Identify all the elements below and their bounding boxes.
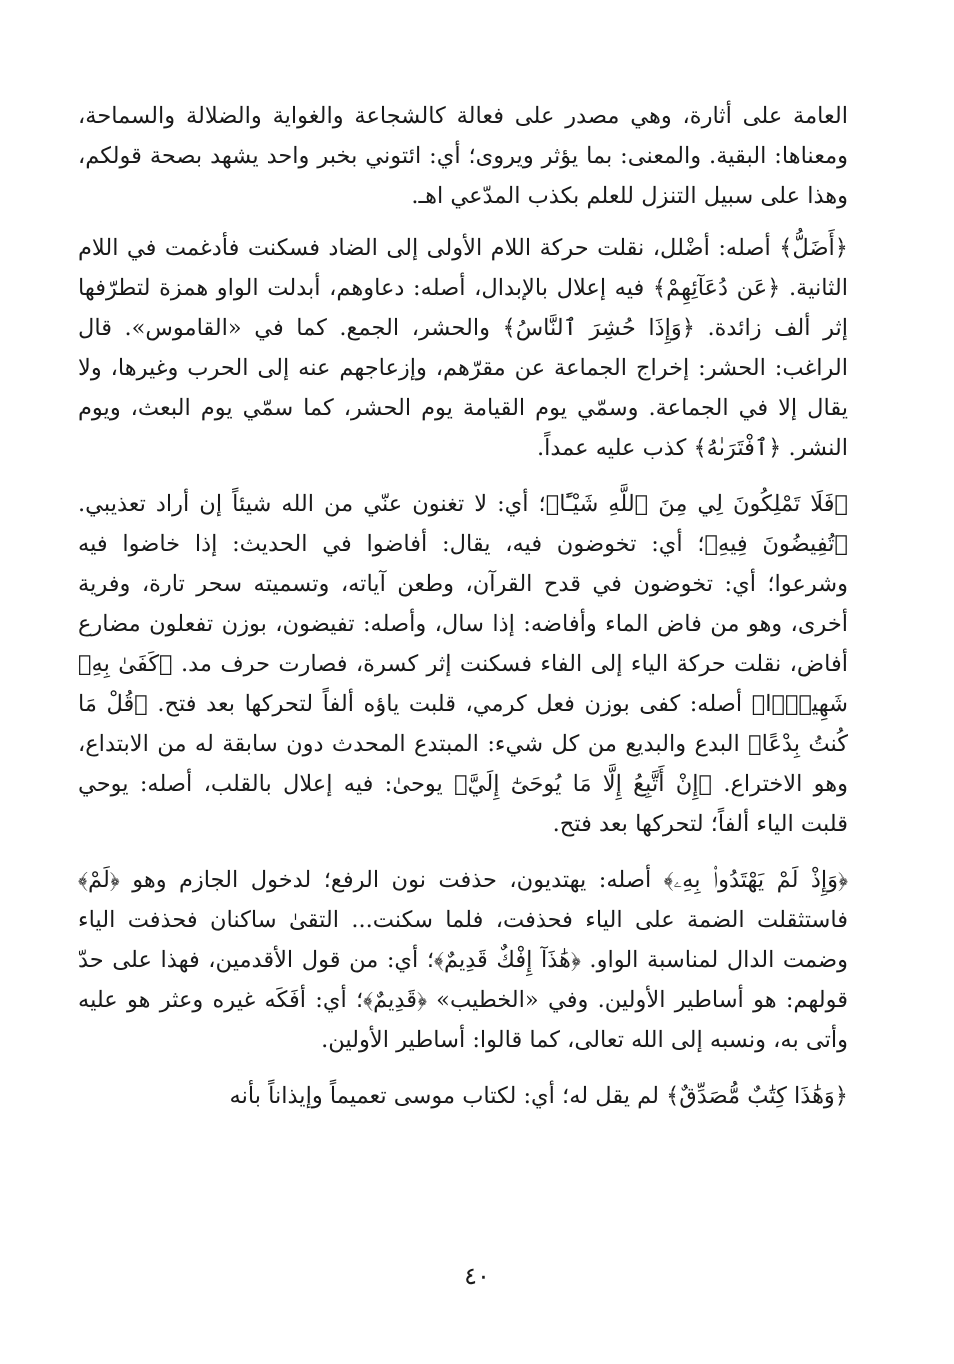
page-body (78, 96, 848, 1132)
paragraph-2: ﴿أَضَلُّ﴾ أصله: أضْلل، نقلت حركة اللام الأولى إلى الضاد فسكنت فأدغمت في اللام الثانية. ﴿عَن دُعَآئِهِمْ﴾ فيه إعلال بالإبدال، أصله: دعاوهم، أبدلت الواو همزة لتطرّفها إثر ألف زائدة. ﴿وَإِذَا حُشِرَ ٱلنَّاسُ﴾ والحشر، الجمع. كما في «القاموس». قال الراغب: الحشر: إخراج الجماعة عن مقرّهم، وإزعاجهم عنه إلى الحرب وغيرها، ولا يقال إلا في الجماعة. وسمّي يوم القيامة يوم الحشر، كما سمّي يوم البعث، ويوم النشر. ﴿ٱفْتَرَىٰهُ﴾ كذب عليه عمداً. (78, 235, 848, 461)
paragraph-1: العامة على أثارة، وهي مصدر على فعالة كالشجاعة والغواية والضلالة والسماحة، ومعناها: البقية. والمعنى: بما يؤثر ويروى؛ أي: ائتوني بخبر واحد يشهد بصحة قولكم، وهذا على سبيل التنزل للعلم بكذب المدّعي اهـ. (78, 103, 848, 209)
paragraph-4: ﴿وَإِذْ لَمْ يَهْتَدُوا۟ بِهِۦ﴾ أصله: يهتديون، حذفت نون الرفع؛ لدخول الجازم وهو ﴿لَمْ﴾ فاستثقلت الضمة على الياء فحذفت، فلما سكنت... التقىٰ ساكنان فحذفت الياء وضمت الدال لمناسبة الواو. ﴿هَٰذَآ إِفْكٌ قَدِيمٌ﴾؛ أي: من قول الأقدمين، فهذا على حدّ قولهم: هو أساطير الأولين. وفي «الخطيب» ﴿قَدِيمٌ﴾؛ أي: أفَكَه غيره وعثر هو عليه وأتى به، ونسبه إلى الله تعالى، كما قالوا: أساطير الأولين. (78, 867, 848, 1053)
paragraph-5: ﴿وَهَٰذَا كِتَٰبٌ مُّصَدِّقٌ﴾ لم يقل له؛ أي: لكتاب موسى تعميماً وإيذاناً بأنه (229, 1083, 848, 1109)
page-number: ٤٠ (464, 1262, 490, 1290)
paragraph-3: ﴿فَلَا تَمْلِكُونَ لِي مِنَ ٱللَّهِ شَيْـًٔا﴾؛ أي: لا تغنون عنّي من الله شيئاً إن أراد تعذيبي. ﴿تُفِيضُونَ فِيهِ﴾؛ أي: تخوضون فيه، يقال: أفاضوا في الحديث: إذا خاضوا فيه وشرعوا؛ أي: تخوضون في قدح القرآن، وطعن آياته، وتسميته سحر تارة، وفرية أخرى، وهو من فاض الماء وأفاضه: إذا سال، وأصله: تفيضون، بوزن تفعلون مضارع أفاض، نقلت حركة الياء إلى الفاء فسكنت إثر كسرة، فصارت حرف مد. ﴿كَفَىٰ بِهِۦ شَهِيدًۢا﴾ أصله: كفى بوزن فعل كرمي، قلبت ياؤه ألفاً لتحركها بعد فتح. ﴿قُلْ مَا كُنتُ بِدْعًا﴾ البدع والبديع من كل شيء: المبتدع المحدث دون سابقة له من الابتداع، وهو الاختراع. ﴿إِنْ أَتَّبِعُ إِلَّا مَا يُوحَىٰٓ إِلَيَّ﴾ يوحىٰ: فيه إعلال بالقلب، أصله: يوحي قلبت الياء ألفاً؛ لتحركها بعد فتح. (78, 491, 848, 837)
